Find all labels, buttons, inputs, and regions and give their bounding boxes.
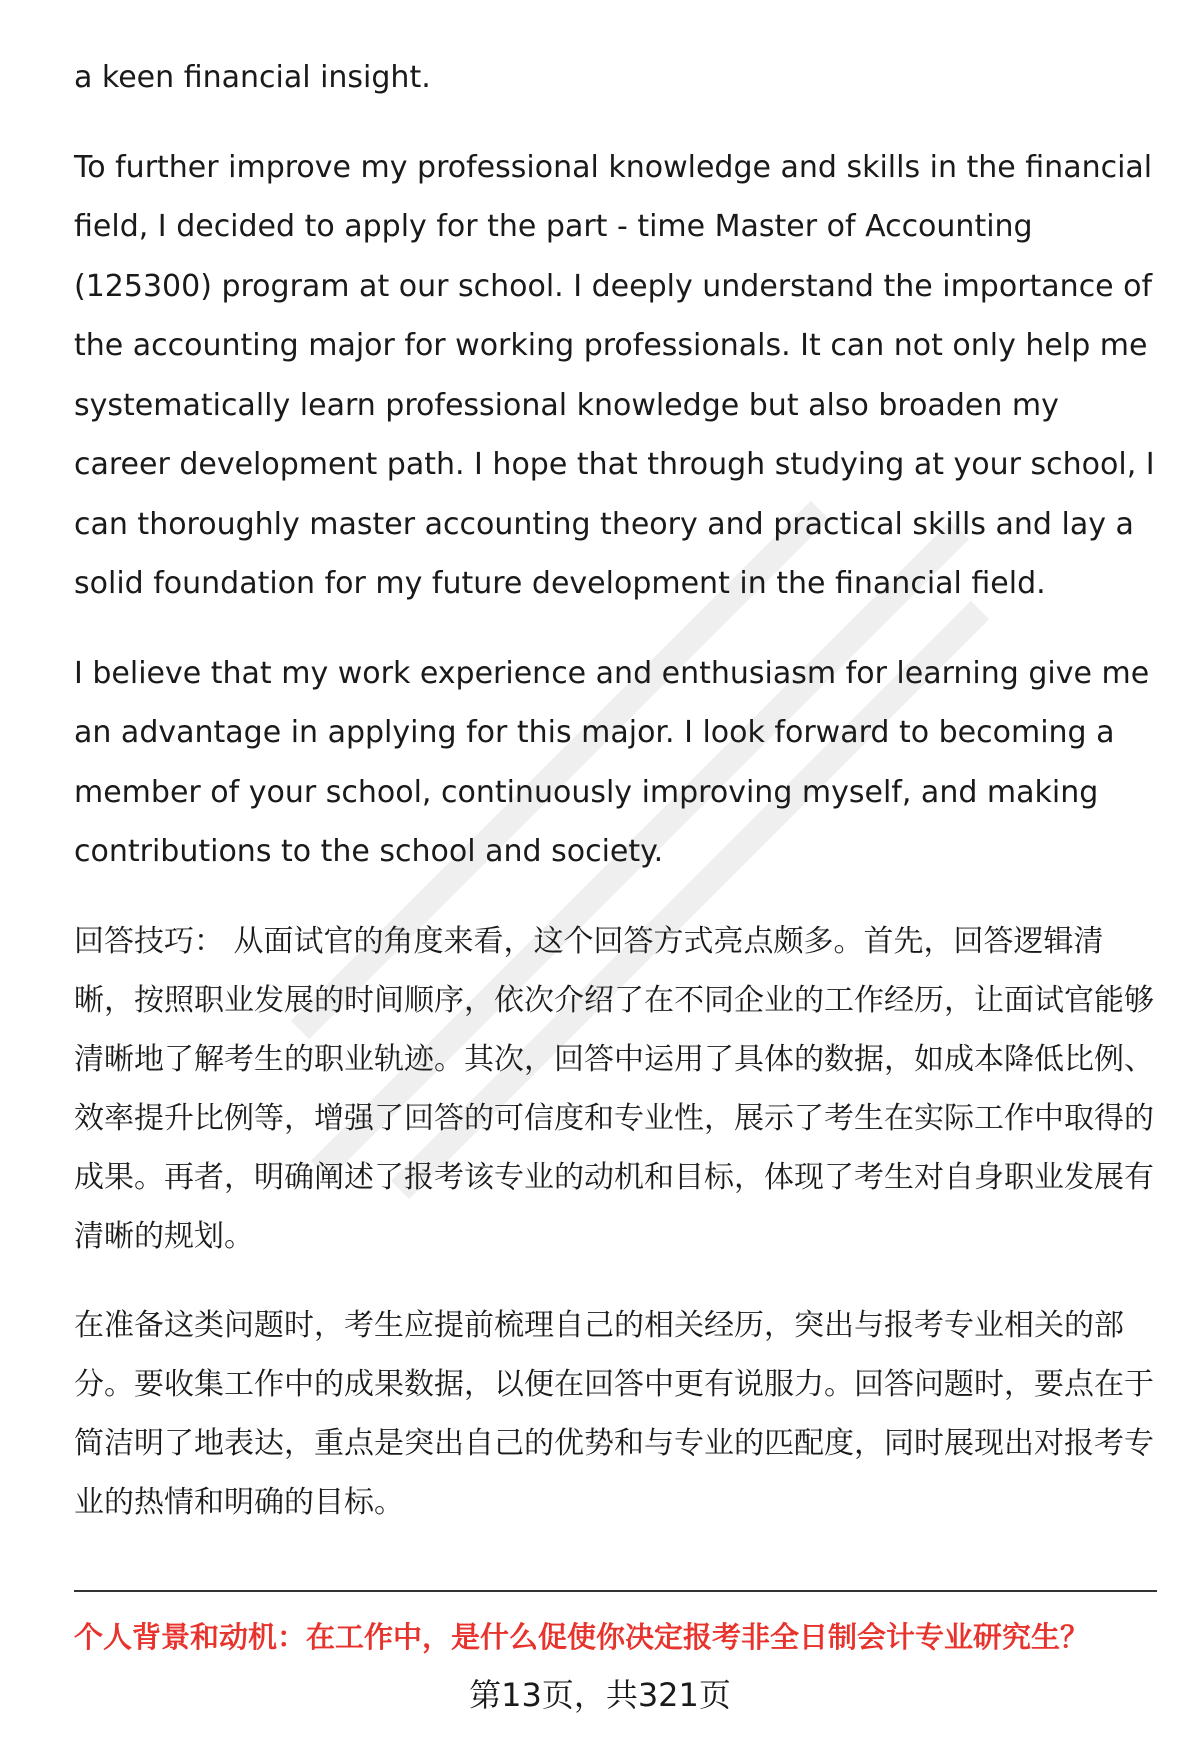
paragraph-preparation-advice: 在准备这类问题时，考生应提前梳理自己的相关经历，突出与报考专业相关的部分。要收集工作中的成果数据，以便在回答中更有说服力。回答问题时，要点在于简洁明了地表达，重点是突出自己的优势和与专业的匹配度，同时展现出对报考专业的热情和明确的目标。	[74, 1307, 1154, 1520]
next-question-heading: 个人背景和动机：在工作中，是什么促使你决定报考非全日制会计专业研究生？	[74, 1620, 1090, 1654]
paragraph-motivation: To further improve my professional knowledge and skills in the financial field, I decided to apply for the part - time Master of Accounting (125300) program at our school. I deeply understand the importance of the accounting major for working professionals. It can not only help me systematically learn professional knowledge but also broaden my career development path. I hope that through studying at your school, I can thoroughly master accounting theory and practical skills and lay a solid foundation for my future development in the financial field.	[74, 149, 1155, 601]
section-divider	[74, 1590, 1157, 1592]
page-indicator: 第13页，共321页	[469, 1676, 731, 1714]
paragraph-continuation: a keen financial insight.	[74, 60, 431, 95]
document-body	[74, 48, 1159, 1562]
paragraph-conclusion: I believe that my work experience and enthusiasm for learning give me an advantage in applying for this major. I look forward to becoming a member of your school, continuously improving myself, and making contributions to the school and society.	[74, 655, 1150, 869]
paragraph-answer-tips: 回答技巧： 从面试官的角度来看，这个回答方式亮点颇多。首先，回答逻辑清晰，按照职业发展的时间顺序，依次介绍了在不同企业的工作经历，让面试官能够清晰地了解考生的职业轨迹。其次，回答中运用了具体的数据，如成本降低比例、效率提升比例等，增强了回答的可信度和专业性，展示了考生在实际工作中取得的成果。再者，明确阐述了报考该专业的动机和目标，体现了考生对自身职业发展有清晰的规划。	[74, 923, 1154, 1254]
